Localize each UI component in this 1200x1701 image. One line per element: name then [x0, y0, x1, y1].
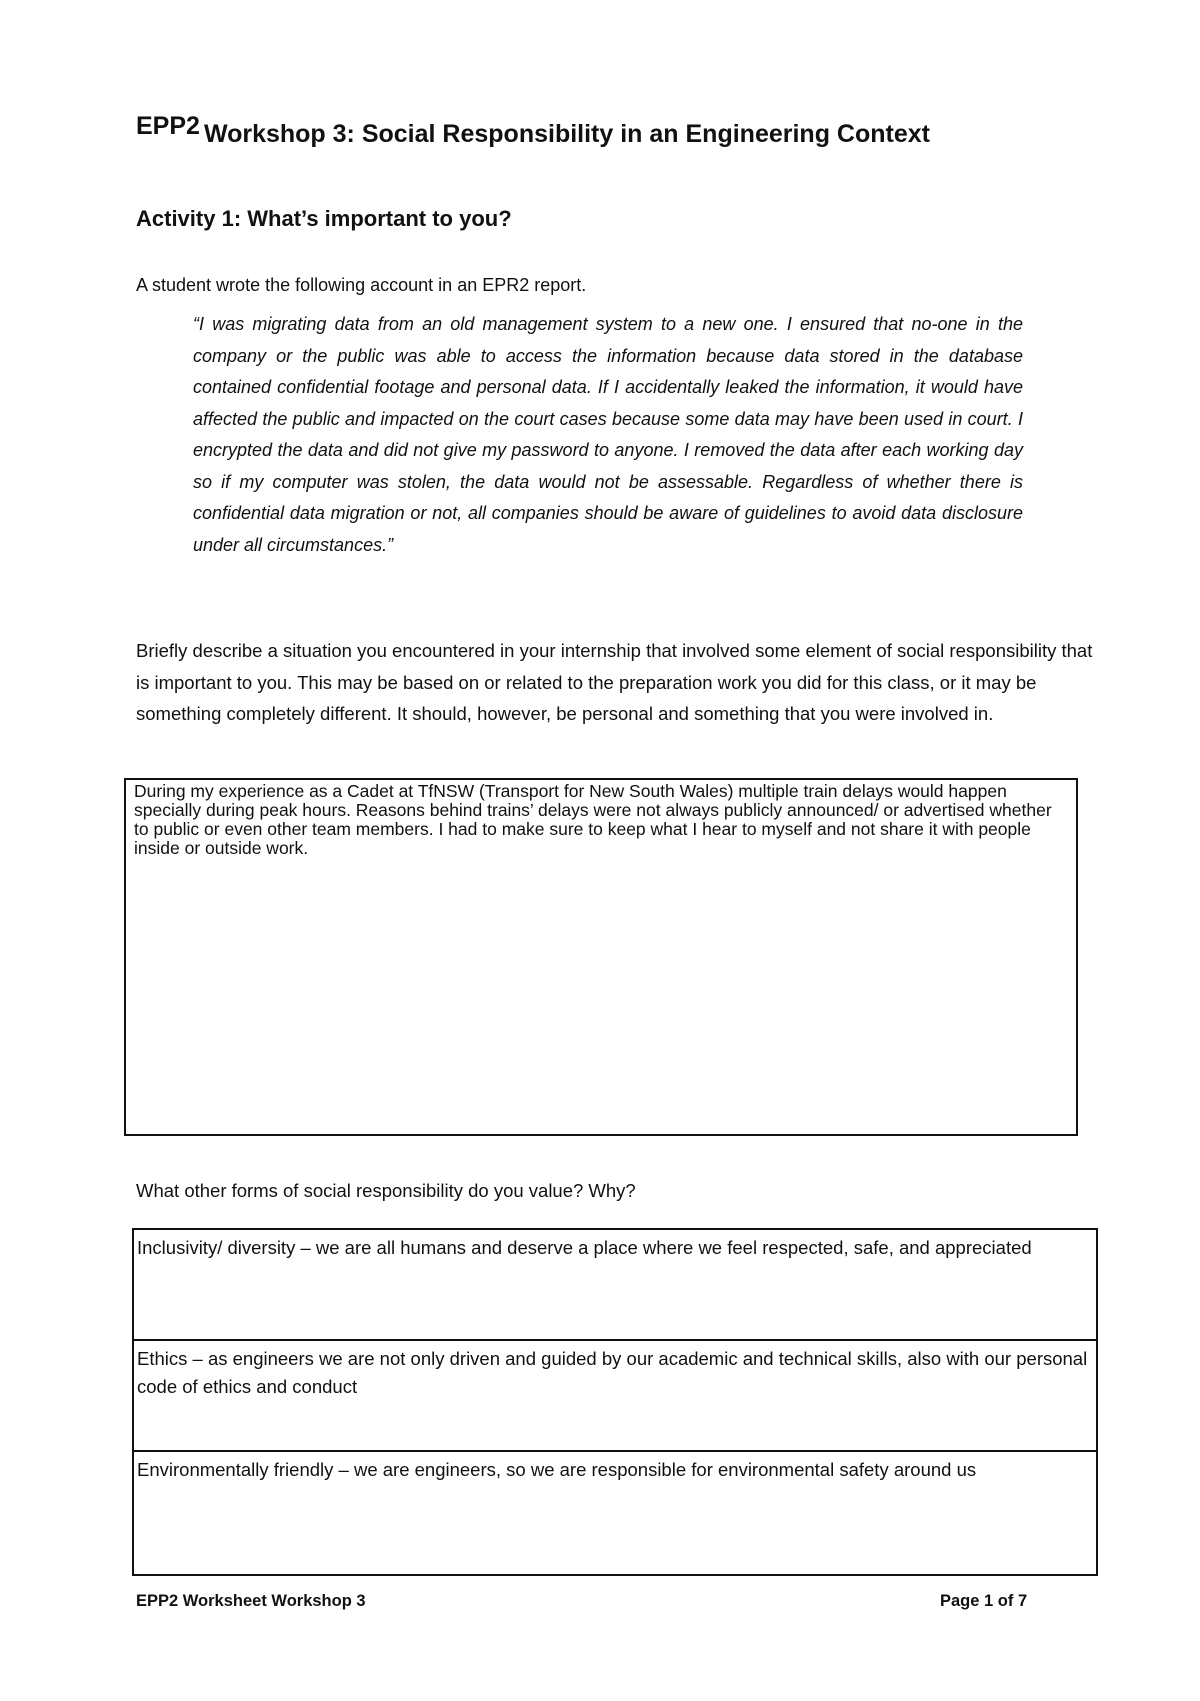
values-table-row[interactable]	[134, 1230, 1096, 1341]
situation-answer-text: During my experience as a Cadet at TfNSW (Transport for New South Wales) multiple train delays would happen specially during peak hours. Reasons behind trains’ delays were not always publicly announced/ or advertised whether to public or even other team members. I had to make sure to keep what I hear to myself and not share it with people inside or outside work.	[134, 781, 1052, 858]
footer-document-name: EPP2 Worksheet Workshop 3	[136, 1592, 366, 1610]
activity-heading: Activity 1: What’s important to you?	[136, 206, 512, 231]
situation-answer-box[interactable]	[124, 778, 1078, 1136]
value-inclusivity-text: Inclusivity/ diversity – we are all humans and deserve a place where we feel respected, safe, and appreciated	[137, 1237, 1032, 1258]
intro-text: A student wrote the following account in an EPR2 report.	[136, 275, 587, 295]
title-prefix: EPP2	[136, 112, 200, 140]
values-table-row[interactable]	[134, 1341, 1096, 1452]
values-table	[132, 1228, 1098, 1576]
title-text: Workshop 3: Social Responsibility in an Engineering Context	[203, 120, 930, 148]
student-quote: “I was migrating data from an old management system to a new one. I ensured that no-one in the company or the public was able to access the information because data stored in the database contained confidential footage and personal data. If I accidentally leaked the information, it would have affected the public and impacted on the court cases because some data may have been used in court. I encrypted the data and did not give my password to anyone. I removed the data after each working day so if my computer was stolen, the data would not be assessable. Regardless of whether there is confidential data migration or not, all companies should be aware of guidelines to avoid data disclosure under all circumstances.”	[193, 314, 1023, 555]
footer-page-number: Page 1 of 7	[940, 1592, 1028, 1610]
value-ethics-text: Ethics – as engineers we are not only driven and guided by our academic and technical skills, also with our personal code of ethics and conduct	[137, 1348, 1088, 1397]
value-environment-text: Environmentally friendly – we are engineers, so we are responsible for environmental safety around us	[137, 1459, 977, 1480]
situation-prompt: Briefly describe a situation you encountered in your internship that involved some element of social responsibility that is important to you. This may be based on or related to the preparation work you did for this class, or it may be something completely different. It should, however, be personal and something that you were involved in.	[136, 640, 1093, 724]
values-question: What other forms of social responsibility do you value? Why?	[136, 1180, 636, 1201]
values-table-row[interactable]	[134, 1452, 1096, 1574]
page-title	[136, 112, 930, 149]
